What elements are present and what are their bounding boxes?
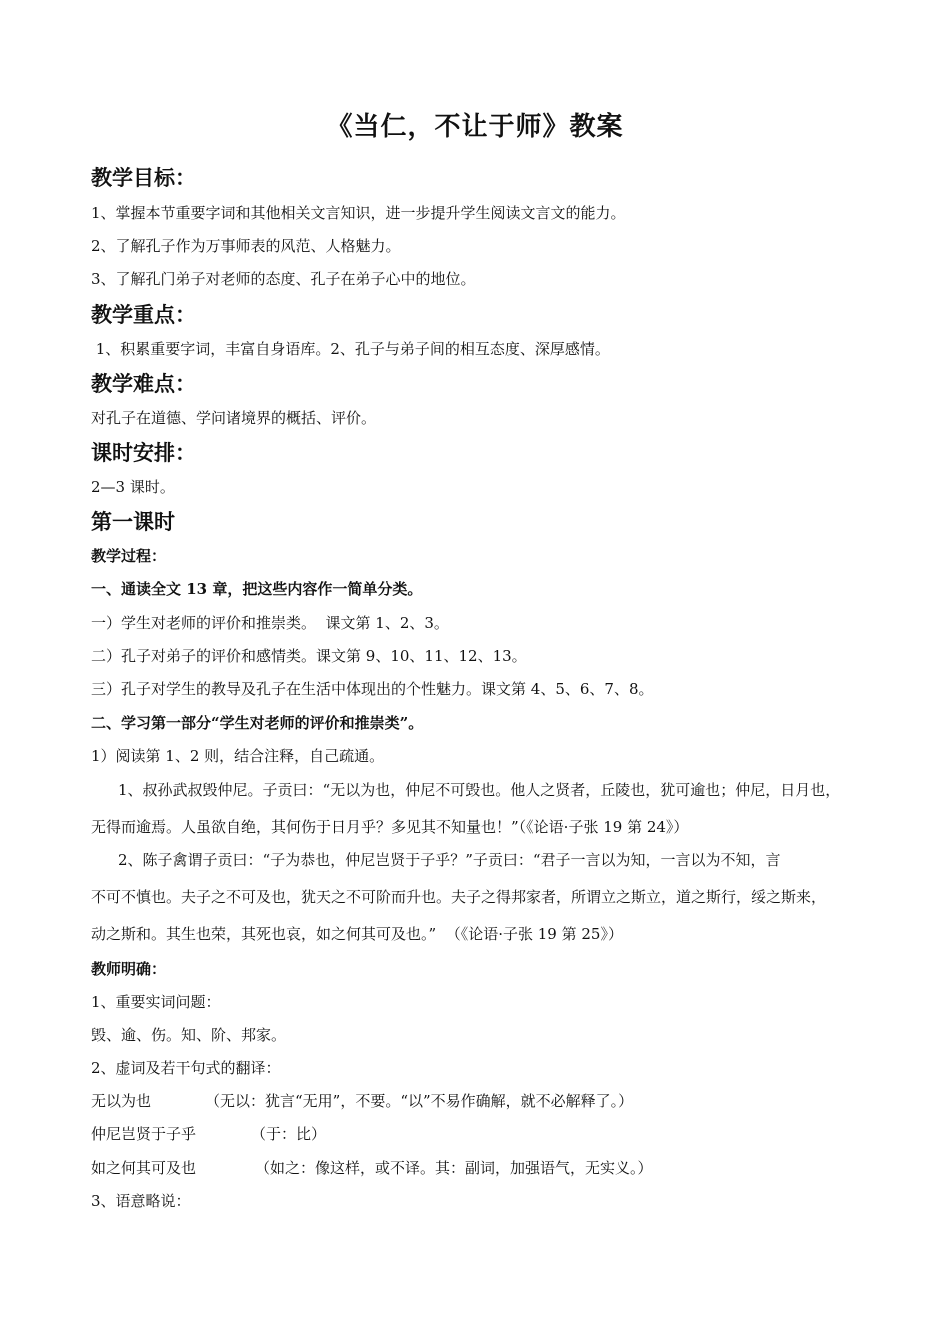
- passage1-line: 1、叔孙武叔毁仲尼。子贡曰：“无以为也，仲尼不可毁也。他人之贤者，丘陵也，犹可逾也；仲尼，日月也，: [118, 781, 841, 799]
- category-item: 三）孔子对学生的教导及孔子在生活中体现出的个性魅力。课文第 4、5、6、7、8。: [91, 680, 654, 698]
- phrase-text: 无以为也: [91, 1092, 152, 1110]
- goals-heading: 教学目标：: [91, 165, 196, 190]
- schedule-heading: 课时安排：: [91, 440, 196, 465]
- phrase-row: [91, 1090, 633, 1111]
- teacher-heading: 教师明确：: [91, 960, 167, 978]
- focus-text: 1、积累重要字词，丰富自身语库。2、孔子与弟子间的相互态度、深厚感情。: [91, 340, 610, 358]
- item3-heading: 3、语意略说：: [91, 1192, 191, 1210]
- item1-heading: 1、重要实词问题：: [91, 993, 221, 1011]
- process-heading: 教学过程：: [91, 547, 167, 565]
- phrase-row: [91, 1157, 653, 1178]
- item2-heading: 2、虚词及若干句式的翻译：: [91, 1059, 281, 1077]
- phrase-note: （无以：犹言“无用”，不要。“以”不易作确解，就不必解释了。）: [205, 1092, 634, 1110]
- item1-words: 毁、逾、伤。知、阶、邦家。: [91, 1026, 287, 1044]
- difficulty-heading: 教学难点：: [91, 371, 196, 396]
- schedule-text: 2—3 课时。: [91, 478, 175, 496]
- phrase-note: （如之：像这样，或不译。其：副词，加强语气，无实义。）: [255, 1159, 653, 1177]
- category-item: 一）学生对老师的评价和推崇类。 课文第 1、2、3。: [91, 614, 449, 632]
- phrase-note: （于：比）: [251, 1125, 327, 1143]
- read-instruction: 1）阅读第 1、2 则，结合注释，自己疏通。: [91, 747, 385, 765]
- passage2-line: 动之斯和。其生也荣，其死也哀，如之何其可及也。” （《论语·子张 19 第 25》）: [91, 925, 623, 943]
- passage2-line: 不可不慎也。夫子之不可及也，犹天之不可阶而升也。夫子之得邦家者，所谓立之斯立，道之斯行，绥之斯来，: [91, 888, 827, 906]
- goal-item: 1、掌握本节重要字词和其他相关文言知识，进一步提升学生阅读文言文的能力。: [91, 204, 626, 222]
- difficulty-text: 对孔子在道德、学问诸境界的概括、评价。: [91, 409, 377, 427]
- lesson1-heading: 第一课时: [91, 509, 175, 534]
- phrase-text: 仲尼岂贤于子乎: [91, 1125, 197, 1143]
- step1-heading: 一、通读全文 13 章，把这些内容作一简单分类。: [91, 580, 423, 598]
- category-item: 二）孔子对弟子的评价和感情类。课文第 9、10、11、12、13。: [91, 647, 527, 665]
- goal-item: 2、了解孔子作为万事师表的风范、人格魅力。: [91, 237, 401, 255]
- step2-heading: 二、学习第一部分“学生对老师的评价和推崇类”。: [91, 714, 424, 732]
- phrase-text: 如之何其可及也: [91, 1159, 197, 1177]
- passage2-line: 2、陈子禽谓子贡曰：“子为恭也，仲尼岂贤于子乎？”子贡曰：“君子一言以为知，一言以为不知，言: [118, 851, 781, 869]
- goal-item: 3、了解孔门弟子对老师的态度、孔子在弟子心中的地位。: [91, 270, 476, 288]
- focus-heading: 教学重点：: [91, 302, 196, 327]
- document-title: 《当仁，不让于师》教案: [326, 112, 624, 142]
- phrase-row: [91, 1123, 326, 1144]
- passage1-line: 无得而逾焉。人虽欲自绝，其何伤于日月乎？多见其不知量也！”（《论语·子张 19 第 24》）: [91, 818, 689, 836]
